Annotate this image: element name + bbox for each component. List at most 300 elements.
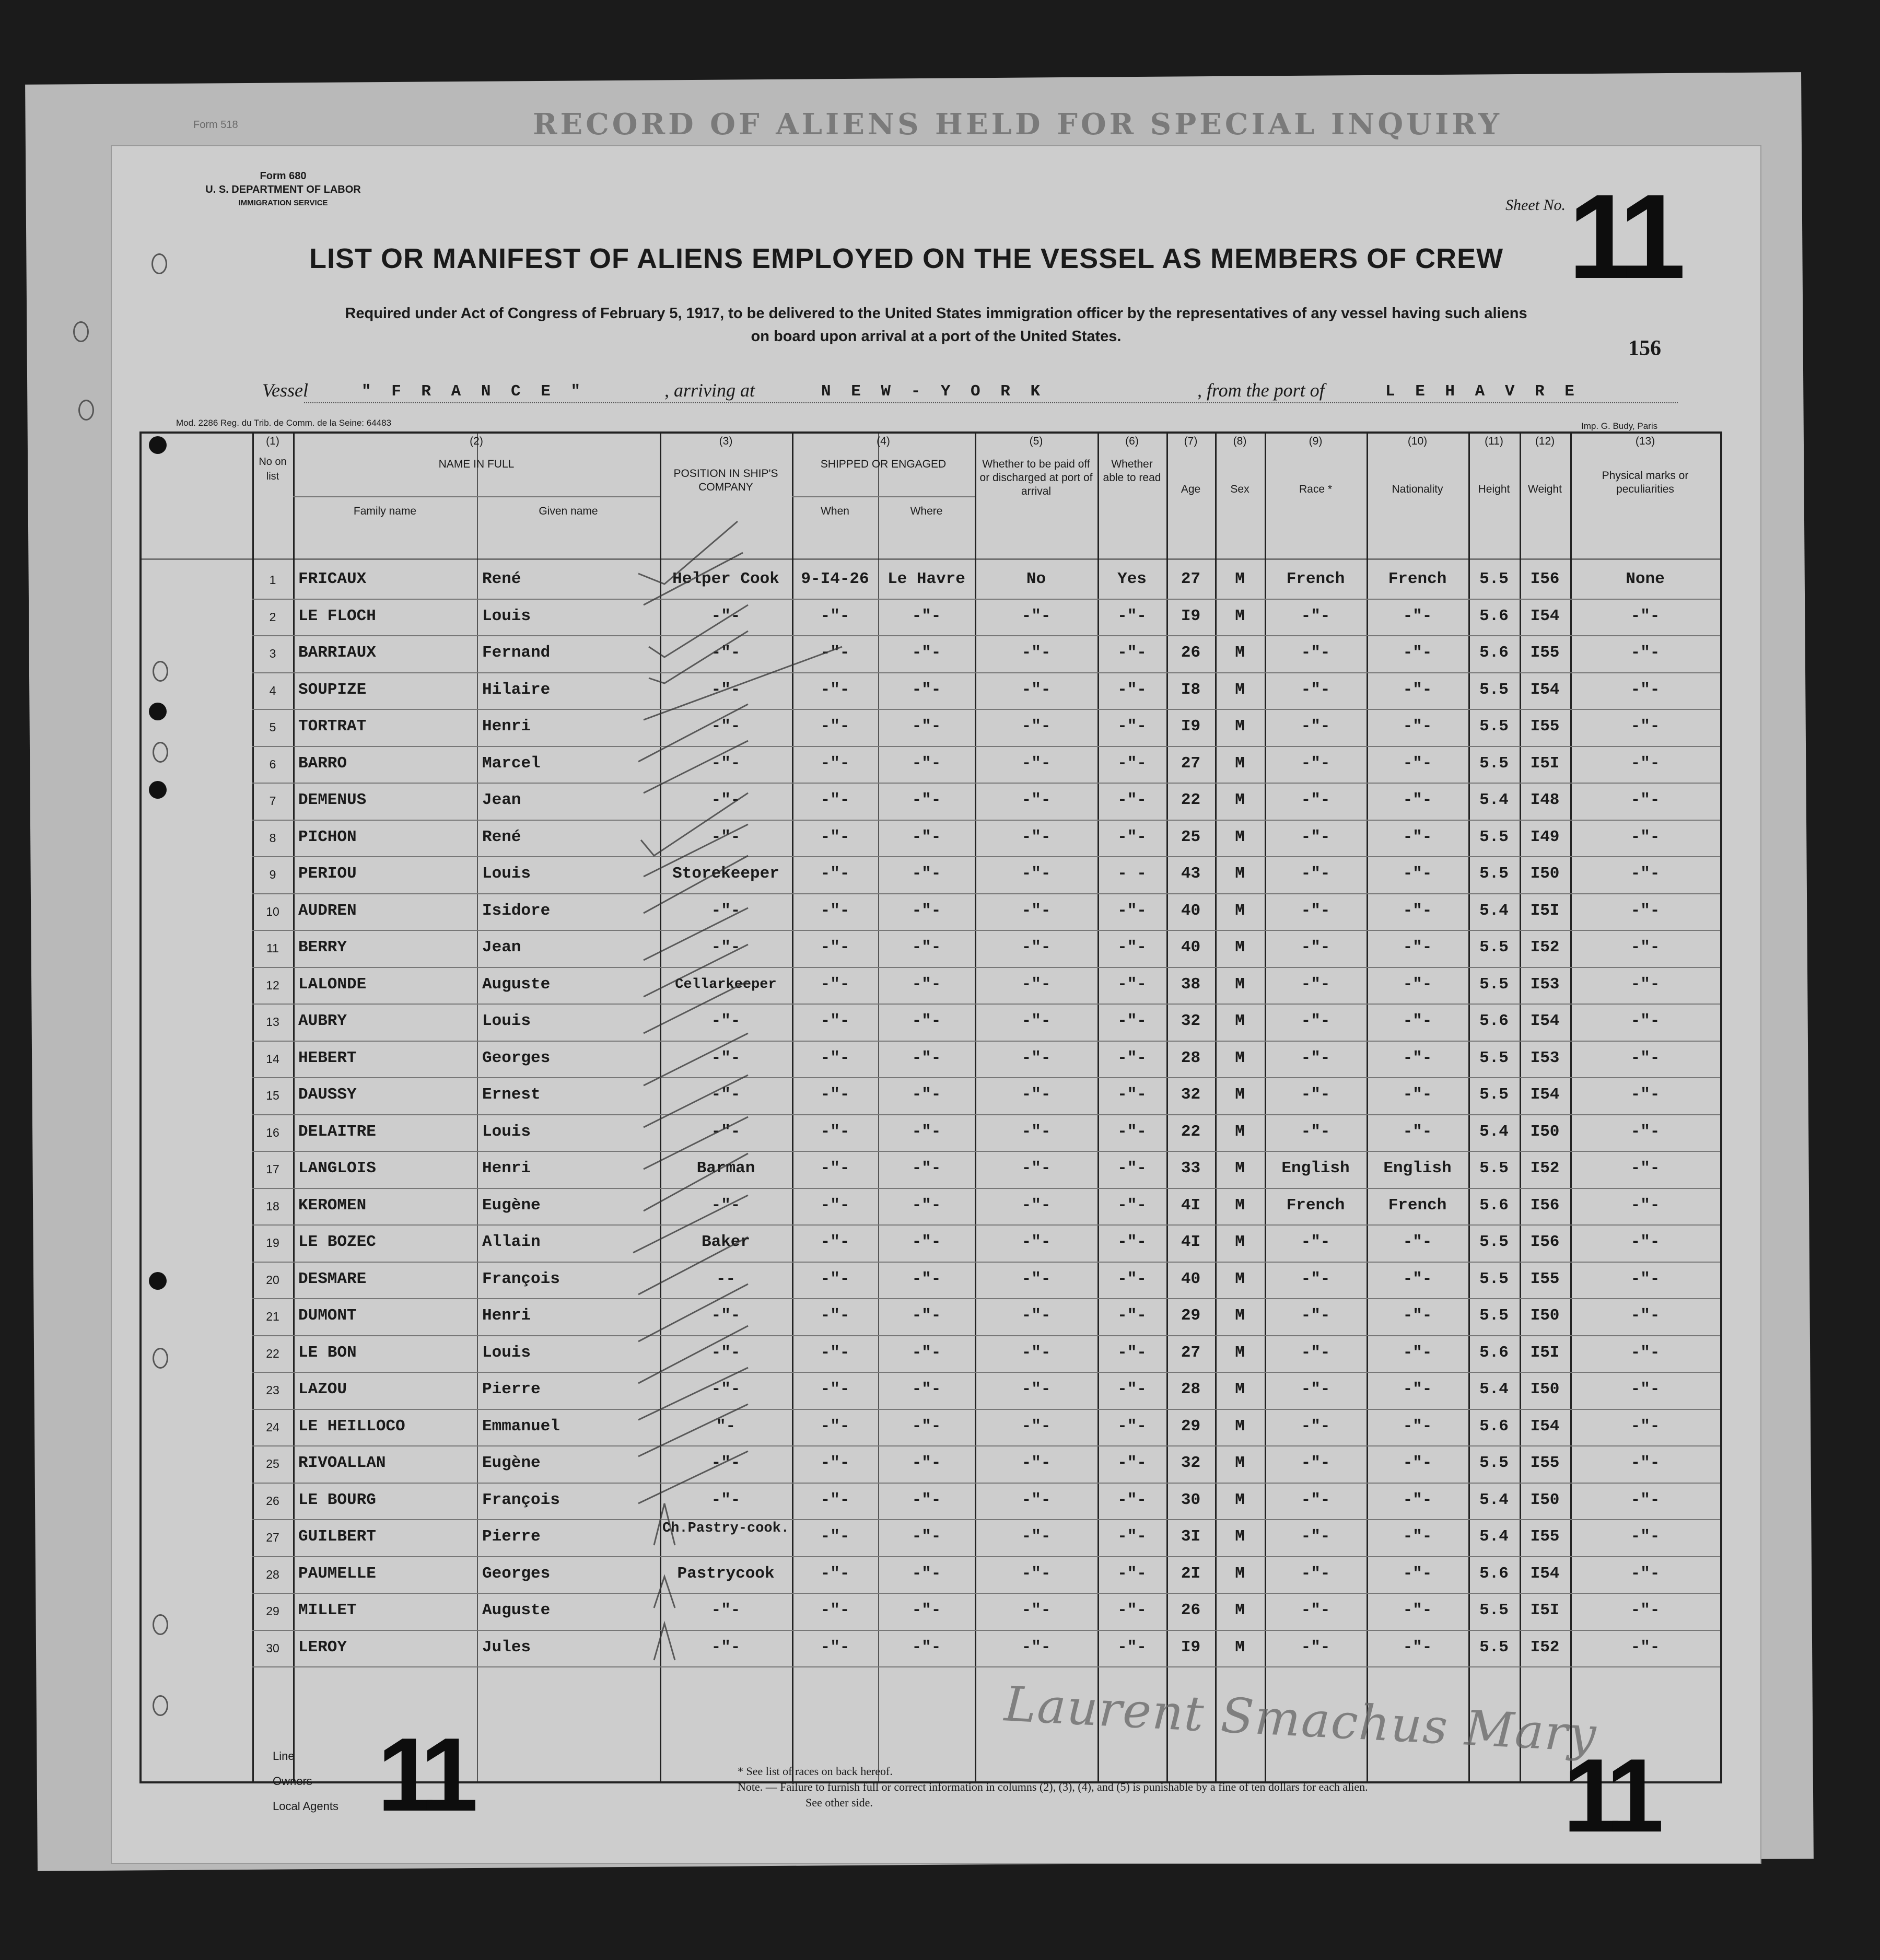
- cell-weight: I54: [1530, 1012, 1560, 1030]
- cell-nationality: -"-: [1403, 1601, 1432, 1619]
- sheet-number-stamp: 11: [1568, 169, 1677, 304]
- cell-shipped-where: -"-: [912, 1601, 941, 1619]
- cell-able-to-read: -"-: [1117, 1306, 1147, 1325]
- cell-shipped-where: -"-: [912, 827, 941, 846]
- cell-given-name: Auguste: [482, 1601, 551, 1619]
- row-number: 12: [266, 978, 279, 992]
- cell-sex: M: [1235, 1417, 1245, 1436]
- cell-able-to-read: -"-: [1117, 1086, 1147, 1104]
- cell-shipped-when: -"-: [820, 1012, 850, 1030]
- cell-position: -"-: [711, 1490, 741, 1509]
- crew-table: [139, 431, 1722, 1783]
- row-rule: [252, 746, 1720, 747]
- cell-position: Helper Cook: [672, 570, 779, 588]
- header-col-13: (13) Physical marks or peculiarities: [1602, 435, 1689, 495]
- cell-height: 5.4: [1479, 1490, 1509, 1509]
- cell-race: -"-: [1301, 1012, 1330, 1030]
- cell-weight: I50: [1530, 1306, 1560, 1325]
- cell-shipped-when: -"-: [820, 865, 850, 883]
- cell-race: -"-: [1301, 1306, 1330, 1325]
- cell-shipped-where: -"-: [912, 644, 941, 662]
- page-number: 156: [1628, 336, 1661, 360]
- from-port: L E H A V R E: [1385, 382, 1580, 401]
- cell-position: -"-: [711, 1306, 741, 1325]
- cell-weight: I50: [1530, 1380, 1560, 1398]
- cell-weight: I54: [1530, 606, 1560, 625]
- cell-position: -"-: [711, 717, 741, 736]
- arriving-port: N E W - Y O R K: [821, 382, 1046, 401]
- cell-given-name: Georges: [482, 1564, 551, 1583]
- header-where: Where: [910, 505, 943, 517]
- cell-paid-off: -"-: [1021, 606, 1051, 625]
- cell-given-name: Louis: [482, 1122, 531, 1141]
- cell-age: 32: [1181, 1012, 1201, 1030]
- cell-physical-marks: -"-: [1630, 1564, 1660, 1583]
- signature: Laurent Smachus Mary: [1002, 1676, 1598, 1763]
- cell-sex: M: [1235, 1086, 1245, 1104]
- cell-age: 40: [1181, 901, 1201, 920]
- cell-family-name: DAUSSY: [298, 1086, 357, 1104]
- cell-race: -"-: [1301, 1343, 1330, 1362]
- cell-shipped-when: -"-: [820, 1417, 850, 1436]
- cell-shipped-where: -"-: [912, 1564, 941, 1583]
- cell-nationality: -"-: [1403, 1454, 1432, 1472]
- cell-family-name: MILLET: [298, 1601, 357, 1619]
- cell-height: 5.6: [1479, 1012, 1509, 1030]
- row-number: 5: [269, 720, 276, 734]
- cell-able-to-read: -"-: [1117, 1048, 1147, 1067]
- cell-sex: M: [1235, 606, 1245, 625]
- cell-race: -"-: [1301, 1086, 1330, 1104]
- cell-age: 40: [1181, 938, 1201, 956]
- cell-age: 29: [1181, 1417, 1201, 1436]
- row-number: 13: [266, 1015, 279, 1029]
- cell-paid-off: -"-: [1021, 1233, 1051, 1251]
- cell-height: 5.5: [1479, 975, 1509, 994]
- sheet-label: Sheet No.: [1505, 196, 1566, 214]
- row-rule: [252, 1335, 1720, 1336]
- cell-weight: I5I: [1530, 1343, 1560, 1362]
- cell-shipped-when: -"-: [820, 1122, 850, 1141]
- cell-race: -"-: [1301, 1527, 1330, 1546]
- cell-family-name: DEMENUS: [298, 791, 367, 809]
- header-col-5: (5) Whether to be paid off or discharged at port of arrival: [979, 435, 1093, 497]
- row-rule: [252, 820, 1720, 821]
- cell-shipped-when: -"-: [820, 975, 850, 994]
- cell-given-name: René: [482, 570, 521, 588]
- cell-position: -"-: [711, 1012, 741, 1030]
- cell-shipped-when: -"-: [820, 1380, 850, 1398]
- cell-weight: I5I: [1530, 901, 1560, 920]
- cell-race: -"-: [1301, 791, 1330, 809]
- cell-weight: I56: [1530, 570, 1560, 588]
- cell-able-to-read: -"-: [1117, 754, 1147, 773]
- cell-sex: M: [1235, 680, 1245, 699]
- cell-sex: M: [1235, 1343, 1245, 1362]
- cell-family-name: DUMONT: [298, 1306, 357, 1325]
- cell-age: I9: [1181, 606, 1201, 625]
- cell-age: 2I: [1181, 1564, 1201, 1583]
- page-title: LIST OR MANIFEST OF ALIENS EMPLOYED ON THE VESSEL AS MEMBERS OF CREW: [309, 243, 1504, 274]
- cell-age: 26: [1181, 1601, 1201, 1619]
- cell-shipped-when: -"-: [820, 1269, 850, 1288]
- cell-nationality: -"-: [1403, 1380, 1432, 1398]
- line-label: Line: [273, 1749, 295, 1763]
- cell-given-name: Auguste: [482, 975, 551, 994]
- cell-physical-marks: -"-: [1630, 754, 1660, 773]
- cell-weight: I48: [1530, 791, 1560, 809]
- row-rule: [252, 1004, 1720, 1005]
- cell-physical-marks: -"-: [1630, 1638, 1660, 1656]
- cell-weight: I55: [1530, 1454, 1560, 1472]
- cell-family-name: BARRO: [298, 754, 347, 773]
- cell-able-to-read: -"-: [1117, 1564, 1147, 1583]
- cell-nationality: -"-: [1403, 1048, 1432, 1067]
- cell-age: 32: [1181, 1086, 1201, 1104]
- row-number: 8: [269, 831, 276, 845]
- cell-sex: M: [1235, 1454, 1245, 1472]
- row-number: 23: [266, 1383, 279, 1397]
- cell-position: -"-: [711, 1601, 741, 1619]
- printer-credit: Imp. G. Budy, Paris: [1581, 421, 1658, 431]
- arriving-label: , arriving at: [664, 380, 755, 401]
- cell-nationality: -"-: [1403, 1417, 1432, 1436]
- cell-nationality: -"-: [1403, 644, 1432, 662]
- cell-able-to-read: -"-: [1117, 1196, 1147, 1215]
- cell-sex: M: [1235, 901, 1245, 920]
- cell-given-name: Ernest: [482, 1086, 541, 1104]
- cell-sex: M: [1235, 1233, 1245, 1251]
- cell-nationality: -"-: [1403, 975, 1432, 994]
- cell-able-to-read: -"-: [1117, 901, 1147, 920]
- cell-sex: M: [1235, 754, 1245, 773]
- cell-physical-marks: -"-: [1630, 1012, 1660, 1030]
- row-number: 27: [266, 1531, 279, 1544]
- header-family-name: Family name: [353, 505, 417, 517]
- cell-shipped-where: -"-: [912, 1454, 941, 1472]
- cell-weight: I53: [1530, 1048, 1560, 1067]
- cell-age: 29: [1181, 1306, 1201, 1325]
- cell-shipped-when: -"-: [820, 901, 850, 920]
- cell-nationality: English: [1383, 1159, 1452, 1177]
- cell-able-to-read: -"-: [1117, 1380, 1147, 1398]
- cell-given-name: Fernand: [482, 644, 551, 662]
- cell-given-name: Henri: [482, 1306, 531, 1325]
- cell-height: 5.6: [1479, 606, 1509, 625]
- row-number: 30: [266, 1641, 279, 1655]
- punch-hole-outline: [153, 1614, 168, 1635]
- cell-race: -"-: [1301, 827, 1330, 846]
- cell-given-name: Eugène: [482, 1196, 541, 1215]
- cell-position: "-: [716, 1417, 736, 1436]
- cell-shipped-where: -"-: [912, 1380, 941, 1398]
- cell-age: 27: [1181, 1343, 1201, 1362]
- row-rule: [252, 1298, 1720, 1299]
- cell-given-name: Louis: [482, 1343, 531, 1362]
- cell-position: -"-: [711, 680, 741, 699]
- cell-shipped-where: -"-: [912, 1490, 941, 1509]
- cell-physical-marks: -"-: [1630, 938, 1660, 956]
- cell-position: Pastrycook: [677, 1564, 775, 1583]
- cell-shipped-where: -"-: [912, 1306, 941, 1325]
- cell-race: -"-: [1301, 975, 1330, 994]
- stamp-right: 11: [1563, 1737, 1655, 1854]
- from-port-label: , from the port of: [1197, 380, 1325, 401]
- row-number: 18: [266, 1199, 279, 1213]
- cell-weight: I5I: [1530, 1601, 1560, 1619]
- cell-physical-marks: -"-: [1630, 1122, 1660, 1141]
- cell-height: 5.6: [1479, 1564, 1509, 1583]
- cell-family-name: RIVOALLAN: [298, 1454, 386, 1472]
- header-col-1: (1) No on list: [259, 435, 287, 482]
- cell-height: 5.5: [1479, 1601, 1509, 1619]
- cell-position: -"-: [711, 1454, 741, 1472]
- cell-age: 38: [1181, 975, 1201, 994]
- cell-shipped-when: -"-: [820, 1196, 850, 1215]
- cell-nationality: -"-: [1403, 717, 1432, 736]
- cell-shipped-where: -"-: [912, 1417, 941, 1436]
- cell-sex: M: [1235, 1048, 1245, 1067]
- cell-age: I8: [1181, 680, 1201, 699]
- cell-given-name: Isidore: [482, 901, 551, 920]
- cell-family-name: LE HEILLOCO: [298, 1417, 405, 1436]
- row-number: 15: [266, 1089, 279, 1102]
- cell-height: 5.4: [1479, 1527, 1509, 1546]
- cell-weight: I54: [1530, 680, 1560, 699]
- cell-position: -"-: [711, 901, 741, 920]
- cell-able-to-read: -"-: [1117, 1490, 1147, 1509]
- cell-sex: M: [1235, 827, 1245, 846]
- cell-weight: I50: [1530, 865, 1560, 883]
- punch-hole: [149, 1272, 167, 1290]
- department-name: U. S. DEPARTMENT OF LABOR: [205, 184, 361, 195]
- cell-family-name: LALONDE: [298, 975, 367, 994]
- cell-able-to-read: -"-: [1117, 606, 1147, 625]
- cell-paid-off: -"-: [1021, 1454, 1051, 1472]
- cell-physical-marks: -"-: [1630, 865, 1660, 883]
- cell-nationality: -"-: [1403, 1269, 1432, 1288]
- cell-family-name: LE FLOCH: [298, 606, 376, 625]
- cell-age: 30: [1181, 1490, 1201, 1509]
- cell-family-name: LEROY: [298, 1638, 347, 1656]
- cell-physical-marks: -"-: [1630, 791, 1660, 809]
- cell-age: 25: [1181, 827, 1201, 846]
- cell-age: 3I: [1181, 1527, 1201, 1546]
- row-rule: [252, 1041, 1720, 1042]
- cell-height: 5.5: [1479, 1086, 1509, 1104]
- cell-height: 5.5: [1479, 1233, 1509, 1251]
- cell-height: 5.4: [1479, 1380, 1509, 1398]
- row-rule: [252, 783, 1720, 784]
- cell-paid-off: -"-: [1021, 938, 1051, 956]
- cell-shipped-when: 9-I4-26: [801, 570, 869, 588]
- cell-shipped-when: -"-: [820, 791, 850, 809]
- row-number: 14: [266, 1052, 279, 1066]
- footer-labels: [273, 1744, 338, 1819]
- cell-shipped-where: -"-: [912, 1269, 941, 1288]
- row-number: 22: [266, 1346, 279, 1360]
- cell-race: -"-: [1301, 1564, 1330, 1583]
- cell-shipped-where: -"-: [912, 975, 941, 994]
- cell-weight: I52: [1530, 1638, 1560, 1656]
- cell-height: 5.6: [1479, 1343, 1509, 1362]
- cell-shipped-when: -"-: [820, 644, 850, 662]
- service-name: IMMIGRATION SERVICE: [238, 199, 328, 207]
- cell-nationality: -"-: [1403, 1490, 1432, 1509]
- header-col-8: (8) Sex: [1230, 435, 1250, 495]
- cell-sex: M: [1235, 1564, 1245, 1583]
- cell-position: Ch.Pastry-cook.: [662, 1521, 790, 1536]
- cell-position: -"-: [711, 1638, 741, 1656]
- row-rule: [252, 1077, 1720, 1078]
- cell-height: 5.5: [1479, 1269, 1509, 1288]
- cell-given-name: Georges: [482, 1048, 551, 1067]
- cell-given-name: Jean: [482, 938, 521, 956]
- vessel-line: [262, 379, 1699, 405]
- cell-sex: M: [1235, 1196, 1245, 1215]
- cell-weight: I5I: [1530, 754, 1560, 773]
- row-number: 9: [269, 868, 276, 881]
- cell-shipped-when: -"-: [820, 1343, 850, 1362]
- header-col-2: (2) NAME IN FULL: [438, 435, 515, 470]
- cell-able-to-read: -"-: [1117, 1343, 1147, 1362]
- row-number: 28: [266, 1567, 279, 1581]
- cell-shipped-where: -"-: [912, 1086, 941, 1104]
- cell-shipped-when: -"-: [820, 680, 850, 699]
- cell-physical-marks: None: [1626, 570, 1665, 588]
- cell-physical-marks: -"-: [1630, 901, 1660, 920]
- cell-age: 22: [1181, 791, 1201, 809]
- cell-position: -"-: [711, 754, 741, 773]
- cell-family-name: AUDREN: [298, 901, 357, 920]
- row-number: 11: [266, 941, 279, 955]
- punch-hole-outline: [78, 400, 94, 421]
- cell-shipped-when: -"-: [820, 606, 850, 625]
- cell-shipped-where: -"-: [912, 1638, 941, 1656]
- cell-weight: I56: [1530, 1233, 1560, 1251]
- cell-position: Barman: [696, 1159, 755, 1177]
- cell-race: -"-: [1301, 1122, 1330, 1141]
- cell-paid-off: -"-: [1021, 1086, 1051, 1104]
- cell-family-name: BARRIAUX: [298, 644, 376, 662]
- cell-position: -"-: [711, 1048, 741, 1067]
- cell-physical-marks: -"-: [1630, 827, 1660, 846]
- cell-height: 5.5: [1479, 717, 1509, 736]
- vessel-name: " F R A N C E ": [361, 382, 586, 401]
- cell-paid-off: -"-: [1021, 1638, 1051, 1656]
- row-rule: [252, 672, 1720, 673]
- cell-weight: I52: [1530, 1159, 1560, 1177]
- cell-physical-marks: -"-: [1630, 1380, 1660, 1398]
- punch-hole-outline: [153, 1348, 168, 1369]
- cell-nationality: -"-: [1403, 754, 1432, 773]
- cell-race: -"-: [1301, 754, 1330, 773]
- row-rule: [252, 1114, 1720, 1115]
- cell-shipped-where: -"-: [912, 791, 941, 809]
- underlying-sheet-title: RECORD OF ALIENS HELD FOR SPECIAL INQUIRY: [533, 107, 1502, 142]
- cell-able-to-read: -"-: [1117, 680, 1147, 699]
- cell-age: 27: [1181, 754, 1201, 773]
- row-rule: [252, 930, 1720, 931]
- cell-physical-marks: -"-: [1630, 1306, 1660, 1325]
- cell-nationality: -"-: [1403, 1527, 1432, 1546]
- cell-height: 5.5: [1479, 827, 1509, 846]
- row-rule: [252, 635, 1720, 636]
- cell-able-to-read: -"-: [1117, 1454, 1147, 1472]
- cell-weight: I55: [1530, 644, 1560, 662]
- cell-physical-marks: -"-: [1630, 680, 1660, 699]
- cell-position: Cellarkeeper: [675, 976, 777, 993]
- cell-height: 5.5: [1479, 1454, 1509, 1472]
- cell-nationality: -"-: [1403, 865, 1432, 883]
- header-given-name: Given name: [539, 505, 598, 517]
- form-number: Form 680: [260, 170, 307, 182]
- punch-hole: [149, 781, 167, 799]
- stamp-left: 11: [377, 1717, 469, 1833]
- cell-sex: M: [1235, 1380, 1245, 1398]
- cell-given-name: Emmanuel: [482, 1417, 560, 1436]
- cell-physical-marks: -"-: [1630, 1086, 1660, 1104]
- row-rule: [252, 1593, 1720, 1594]
- cell-position: -"-: [711, 1196, 741, 1215]
- cell-paid-off: -"-: [1021, 1048, 1051, 1067]
- punch-hole-outline: [73, 321, 89, 342]
- header-when: When: [821, 505, 849, 517]
- cell-nationality: -"-: [1403, 938, 1432, 956]
- cell-able-to-read: -"-: [1117, 1269, 1147, 1288]
- cell-physical-marks: -"-: [1630, 1417, 1660, 1436]
- cell-nationality: -"-: [1403, 1638, 1432, 1656]
- row-number: 6: [269, 757, 276, 771]
- cell-position: -"-: [711, 644, 741, 662]
- cell-height: 5.5: [1479, 570, 1509, 588]
- cell-shipped-where: -"-: [912, 938, 941, 956]
- cell-family-name: LE BOURG: [298, 1490, 376, 1509]
- cell-position: Baker: [701, 1233, 750, 1251]
- cell-family-name: TORTRAT: [298, 717, 367, 736]
- header-col-11: (11) Height: [1478, 435, 1510, 495]
- header-col-6: (6) Whether able to read: [1103, 435, 1161, 484]
- cell-able-to-read: -"-: [1117, 1601, 1147, 1619]
- cell-race: -"-: [1301, 606, 1330, 625]
- cell-physical-marks: -"-: [1630, 606, 1660, 625]
- cell-paid-off: -"-: [1021, 827, 1051, 846]
- cell-sex: M: [1235, 1601, 1245, 1619]
- cell-physical-marks: -"-: [1630, 1454, 1660, 1472]
- cell-sex: M: [1235, 791, 1245, 809]
- cell-paid-off: -"-: [1021, 791, 1051, 809]
- cell-race: -"-: [1301, 865, 1330, 883]
- cell-paid-off: -"-: [1021, 901, 1051, 920]
- cell-given-name: Louis: [482, 1012, 531, 1030]
- cell-weight: I54: [1530, 1564, 1560, 1583]
- row-number: 19: [266, 1236, 279, 1250]
- cell-nationality: -"-: [1403, 1122, 1432, 1141]
- cell-shipped-when: -"-: [820, 717, 850, 736]
- cell-able-to-read: - -: [1117, 865, 1147, 883]
- cell-sex: M: [1235, 570, 1245, 588]
- cell-shipped-when: -"-: [820, 938, 850, 956]
- row-number: 16: [266, 1125, 279, 1139]
- cell-family-name: PICHON: [298, 827, 357, 846]
- cell-family-name: LAZOU: [298, 1380, 347, 1398]
- cell-able-to-read: -"-: [1117, 975, 1147, 994]
- cell-given-name: Henri: [482, 717, 531, 736]
- cell-weight: I49: [1530, 827, 1560, 846]
- cell-race: -"-: [1301, 1233, 1330, 1251]
- cell-nationality: -"-: [1403, 1012, 1432, 1030]
- cell-physical-marks: -"-: [1630, 1196, 1660, 1215]
